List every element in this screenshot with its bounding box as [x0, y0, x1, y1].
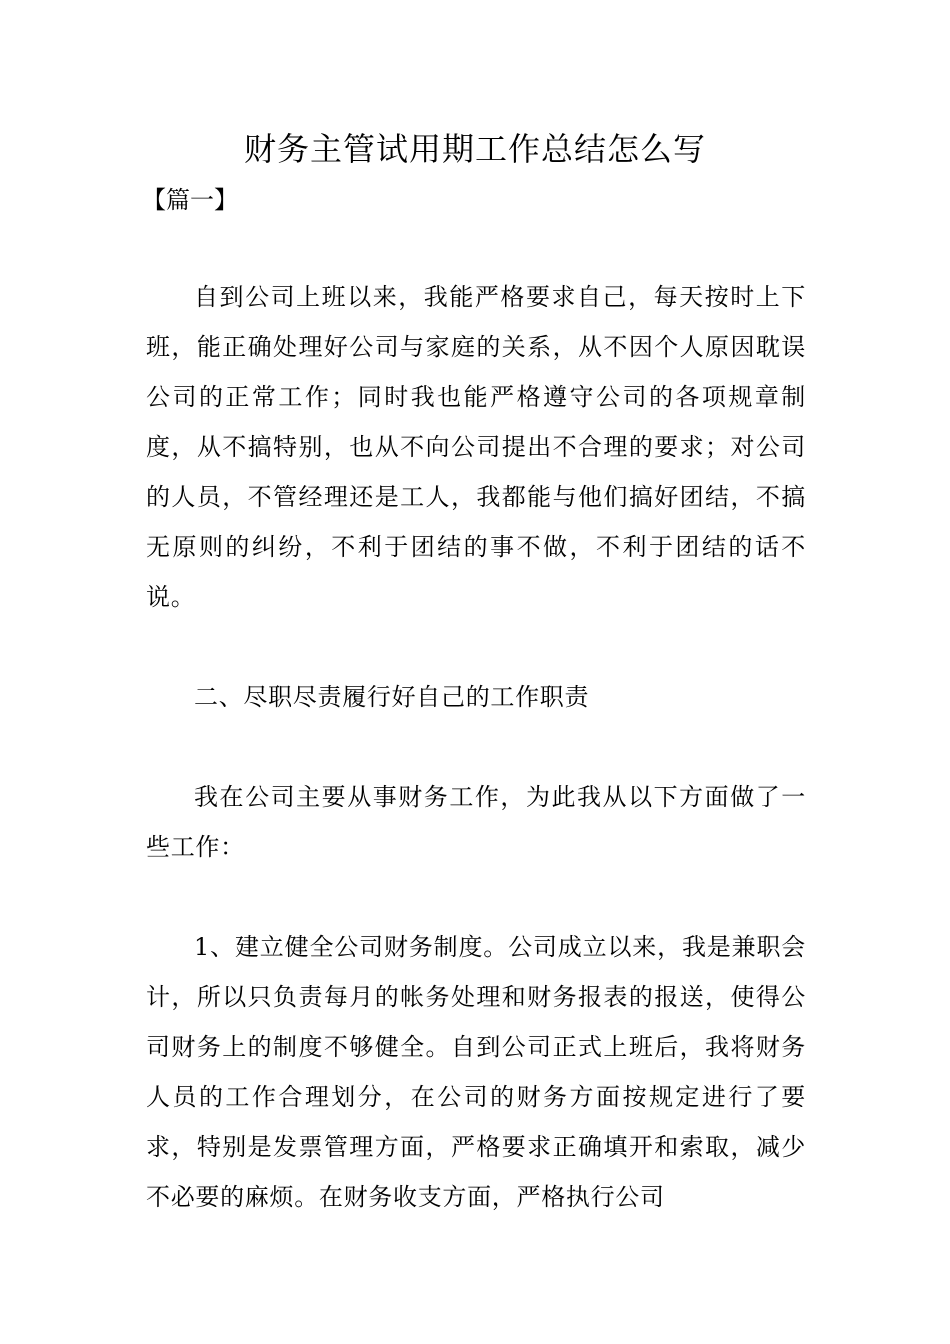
document-title: 财务主管试用期工作总结怎么写: [243, 130, 706, 168]
paragraph-finance-work: 我在公司主要从事财务工作，为此我从以下方面做了一些工作：: [146, 783, 806, 861]
paragraph-finance-system: 1、建立健全公司财务制度。公司成立以来，我是兼职会计，所以只负责每月的帐务处理和财务报表的报送，使得公司财务上的制度不够健全。自到公司正式上班后，我将财务人员的工作合理划分，在公司的财务方面按规定进行了要求，特别是发票管理方面，严格要求正确填开和索取，减少不必要的麻烦。在财务收支方面，严格执行公司: [146, 933, 806, 1211]
paragraph-heading-duties: 二、尽职尽责履行好自己的工作职责: [194, 683, 590, 711]
paragraph-intro: 自到公司上班以来，我能严格要求自己，每天按时上下班，能正确处理好公司与家庭的关系，从不因个人原因耽误公司的正常工作；同时我也能严格遵守公司的各项规章制度，从不搞特别，也从不向公司提出不合理的要求；对公司的人员，不管经理还是工人，我都能与他们搞好团结，不搞无原则的纠纷，不利于团结的事不做，不利于团结的话不说。: [146, 283, 806, 611]
section-label: 【篇一】: [142, 186, 238, 214]
